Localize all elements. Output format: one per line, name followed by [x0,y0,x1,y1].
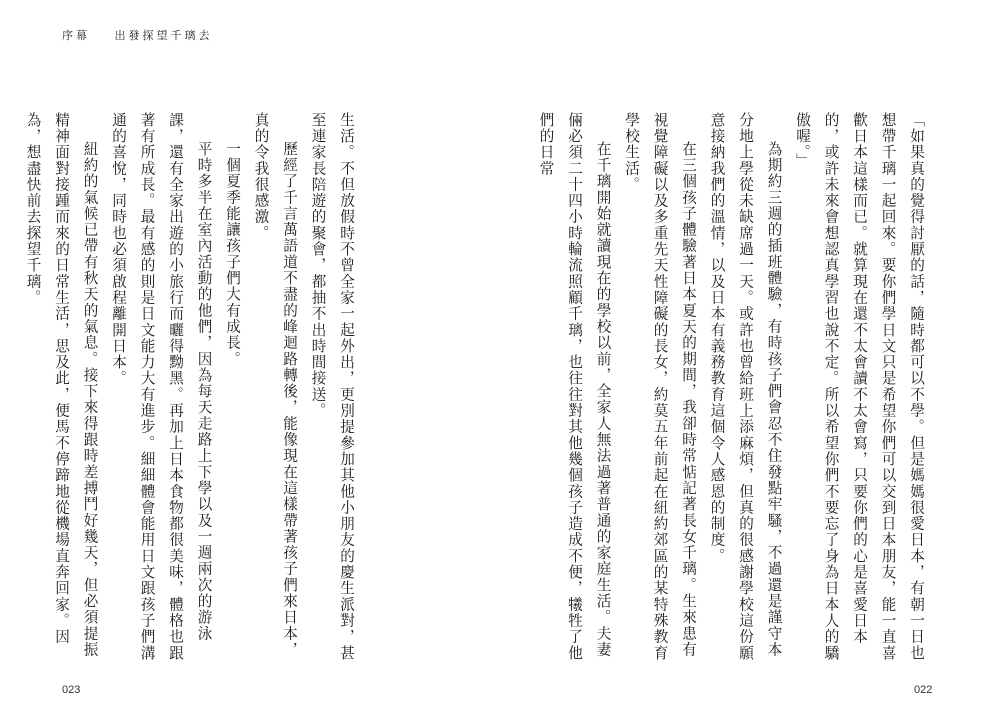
paragraph-continuation: 生活。不但放假時不曾全家一起外出，更別提參加其他小朋友的慶生派對，甚至連家長陪遊的聚會，都抽不出時間接送。 [309,112,355,662]
page-number-right: 022 [914,684,933,696]
chapter-label: 序幕 [62,29,90,42]
chapter-title: 出發探望千璃去 [114,29,213,42]
page-number-left: 023 [62,684,81,696]
paragraph: 在千璃開始就讀現在的學校以前，全家人無法過著普通的家庭生活。夫妻倆必須二十四小時輪流照顧千璃，也往往對其他幾個孩子造成不便，犧牲了他們的日常 [537,112,612,662]
paragraph: 紐約的氣候已帶有秋天的氣息。接下來得跟時差搏鬥好幾天，但必須提振精神面對接踵而來的日常生活，思及此，便馬不停蹄地從機場直奔回家。因為，想盡快前去探望千璃。 [24,112,99,658]
paragraph: 平時多半在室內活動的他們，因為每天走路上下學以及一週兩次的游泳課，還有全家出遊的小旅行而曬得黝黑。再加上日本食物都很美味，體格也跟著有所成長。最有感的則是日文能力大有進步。細細體會能用日文跟孩子們溝通的喜悅，同時也必須啟程離開日本。 [110,112,213,662]
left-page-body [24,112,360,672]
paragraph: 歷經了千言萬語道不盡的峰迴路轉後，能像現在這樣帶著孩子們來日本，真的令我很感激。 [252,112,298,658]
paragraph: 在三個孩子體驗著日本夏天的期間，我卻時常惦記著長女千璃。生來患有視覺障礙以及多重先天性障礙的長女，約莫五年前起在紐約郊區的某特殊教育學校生活。 [623,112,697,662]
running-header [62,27,213,43]
right-page-body [537,112,930,672]
paragraph: 一個夏季能讓孩子們大有成長。 [224,141,241,368]
paragraph: 「如果真的覺得討厭的話，隨時都可以不學。但是媽媽很愛日本，有朝一日也想帶千璃一起回來。要你們學日文只是希望你們可以交到日本朋友，能一直喜歡日本這樣而已。就算現在還不太會讀不太會寫，只要你們的心是喜愛日本的，或許未來會想認真學習也說不定。所以希望你們不要忘了身為日本人的驕傲喔。」 [794,112,925,662]
paragraph: 為期約三週的插班體驗，有時孩子們會忍不住發點牢騷，不過還是謹守本分地上學從未缺席過一天。或許也曾給班上添麻煩，但真的很感謝學校這份願意接納我們的溫情，以及日本有義務教育這個令人感恩的制度。 [708,112,783,662]
